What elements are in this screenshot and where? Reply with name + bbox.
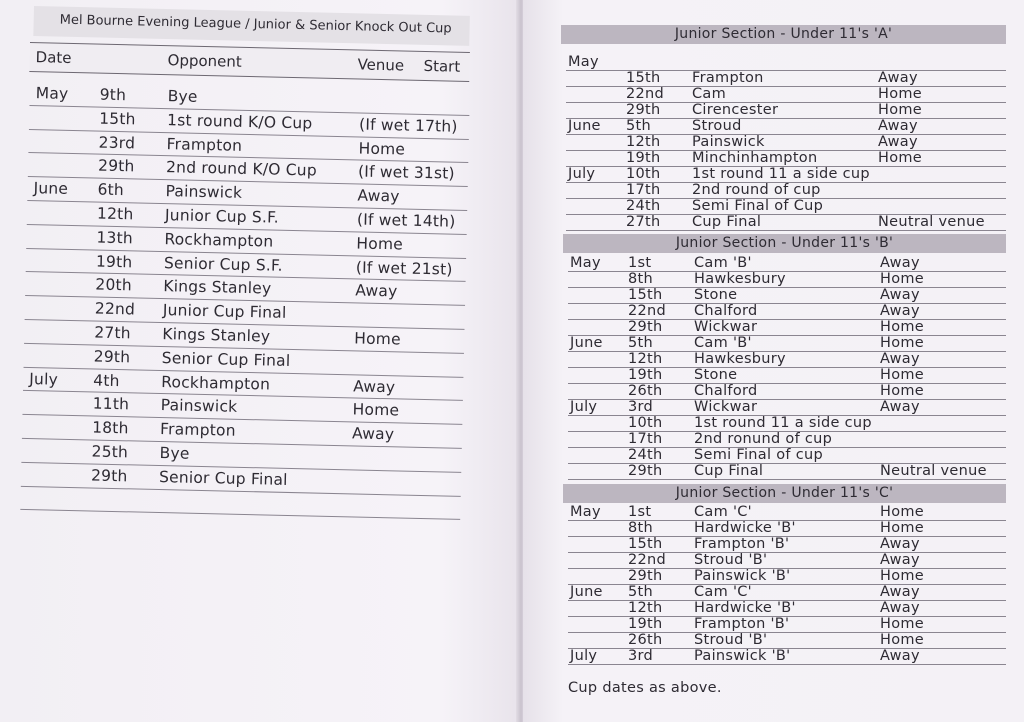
table-row	[568, 272, 1006, 288]
day-cell: 17th	[628, 431, 663, 447]
table-row	[568, 585, 1006, 601]
opponent-cell: Painswick 'B'	[694, 568, 791, 584]
day-cell: 8th	[628, 520, 654, 536]
opponent-cell: Cam 'B'	[694, 255, 752, 271]
venue-cell: Away	[878, 118, 918, 134]
day-cell: 22nd	[94, 299, 136, 319]
day-cell: 19th	[626, 150, 661, 166]
day-cell: 22nd	[626, 86, 665, 102]
opponent-cell: Frampton 'B'	[694, 616, 790, 632]
day-cell: 24th	[628, 447, 663, 463]
month-cell: June	[570, 584, 603, 600]
table-row	[568, 521, 1006, 537]
table-row	[566, 119, 1006, 135]
table-row	[568, 320, 1006, 336]
table-row	[568, 448, 1006, 464]
table-row	[568, 649, 1006, 665]
senior-fixture-list	[20, 82, 470, 520]
venue-cell: Away	[880, 600, 920, 616]
venue-cell: Away	[880, 287, 920, 303]
day-cell: 29th	[97, 156, 135, 176]
venue-cell: Away	[880, 648, 920, 664]
day-cell: 24th	[626, 198, 661, 214]
table-row	[566, 215, 1006, 231]
venue-cell: Away	[355, 281, 398, 301]
month-cell: July	[568, 166, 596, 182]
opponent-cell: Painswick	[692, 134, 765, 150]
day-cell: 27th	[626, 214, 661, 230]
table-row	[568, 400, 1006, 416]
day-cell: 29th	[90, 466, 128, 486]
opponent-cell: Stone	[694, 287, 738, 303]
table-row	[566, 151, 1006, 167]
header-date: Date	[35, 48, 72, 67]
venue-cell: Home	[880, 271, 925, 287]
month-cell: July	[29, 369, 59, 389]
opponent-cell: Wickwar	[694, 399, 758, 415]
day-cell: 25th	[91, 442, 129, 462]
venue-cell: Home	[880, 367, 925, 383]
day-cell: 29th	[628, 463, 663, 479]
opponent-cell: Senior Cup Final	[158, 467, 288, 489]
day-cell: 1st	[628, 255, 652, 271]
venue-cell: Neutral venue	[878, 214, 985, 230]
opponent-cell: Painswick 'B'	[694, 648, 791, 664]
table-row	[566, 71, 1006, 87]
opponent-cell: Minchinhampton	[692, 150, 818, 166]
day-cell: 23rd	[98, 133, 136, 152]
day-cell: 15th	[628, 536, 663, 552]
footer-note: Cup dates as above.	[568, 680, 722, 696]
league-title: Mel Bourne Evening League / Junior & Senior Knock Out Cup	[33, 6, 470, 46]
opponent-cell: 1st round 11 a side cup	[692, 166, 870, 182]
venue-cell: (If wet 21st)	[355, 258, 453, 279]
day-cell: 4th	[93, 371, 120, 390]
day-cell: 22nd	[628, 552, 667, 568]
venue-cell: Away	[880, 584, 920, 600]
month-cell: May	[35, 84, 69, 103]
opponent-cell: Stroud	[692, 118, 742, 134]
opponent-cell: Stroud 'B'	[694, 552, 768, 568]
venue-cell: (If wet 31st)	[357, 162, 455, 184]
day-cell: 26th	[628, 383, 663, 399]
opponent-cell: Frampton	[692, 70, 764, 86]
day-cell: 15th	[628, 287, 663, 303]
venue-cell: Away	[880, 399, 920, 415]
table-row	[568, 601, 1006, 617]
month-cell: June	[570, 335, 603, 351]
day-cell: 12th	[96, 204, 134, 224]
table-row	[568, 384, 1006, 400]
header-opponent: Opponent	[167, 51, 242, 71]
opponent-cell: Cam 'B'	[694, 335, 752, 351]
venue-cell: Away	[878, 134, 918, 150]
day-cell: 12th	[628, 351, 663, 367]
opponent-cell: Chalford	[694, 383, 758, 399]
day-cell: 5th	[626, 118, 652, 134]
venue-cell: Home	[352, 400, 400, 420]
venue-cell: (If wet 14th)	[356, 210, 456, 231]
opponent-cell: Painswick	[160, 396, 238, 417]
table-row	[568, 617, 1006, 633]
day-cell: 19th	[628, 367, 663, 383]
fixture-list-under-11-c	[568, 505, 1006, 665]
opponent-cell: Cam	[692, 86, 727, 102]
opponent-cell: Stone	[694, 367, 738, 383]
table-row	[566, 183, 1006, 199]
venue-cell: (If wet 17th)	[358, 115, 458, 136]
opponent-cell: Kings Stanley	[163, 277, 272, 298]
venue-cell: Home	[878, 150, 923, 166]
day-cell: 10th	[626, 166, 661, 182]
day-cell: 15th	[626, 70, 661, 86]
venue-cell: Away	[880, 536, 920, 552]
opponent-cell: Hawkesbury	[694, 351, 786, 367]
day-cell: 18th	[91, 418, 129, 438]
opponent-cell: Frampton	[159, 420, 236, 440]
opponent-cell: Rockhampton	[164, 229, 274, 251]
month-cell: June	[568, 118, 601, 134]
venue-cell: Away	[357, 186, 400, 206]
day-cell: 19th	[95, 252, 133, 271]
opponent-cell: Semi Final of Cup	[692, 198, 824, 214]
day-cell: 3rd	[628, 399, 654, 415]
opponent-cell: Cam 'C'	[694, 584, 752, 600]
table-row	[568, 553, 1006, 569]
venue-cell: Home	[878, 86, 923, 102]
day-cell: 5th	[628, 584, 654, 600]
month-cell: May	[568, 54, 599, 70]
day-cell: 12th	[628, 600, 663, 616]
venue-cell: Away	[351, 424, 395, 444]
opponent-cell: Senior Cup Final	[161, 348, 291, 370]
table-row	[568, 505, 1006, 521]
venue-cell: Away	[880, 351, 920, 367]
opponent-cell: Hardwicke 'B'	[694, 520, 796, 536]
venue-cell: Home	[880, 504, 925, 520]
opponent-cell: Hardwicke 'B'	[694, 600, 796, 616]
day-cell: 11th	[92, 394, 130, 414]
table-row	[568, 416, 1006, 432]
section-heading-a: Junior Section - Under 11's 'A'	[561, 25, 1006, 44]
day-cell: 1st	[628, 504, 652, 520]
opponent-cell: 2nd round K/O Cup	[165, 158, 318, 180]
opponent-cell: Wickwar	[694, 319, 758, 335]
day-cell: 6th	[97, 180, 125, 200]
table-row	[568, 352, 1006, 368]
opponent-cell: Cup Final	[694, 463, 764, 479]
section-heading-c: Junior Section - Under 11's 'C'	[563, 484, 1006, 503]
day-cell: 12th	[626, 134, 661, 150]
day-cell: 3rd	[628, 648, 654, 664]
venue-cell: Home	[880, 383, 925, 399]
table-row	[568, 537, 1006, 553]
opponent-cell: 1st round K/O Cup	[166, 110, 313, 133]
venue-cell: Home	[880, 319, 925, 335]
venue-cell: Away	[880, 255, 920, 271]
month-cell: May	[570, 504, 601, 520]
day-cell: 29th	[628, 319, 663, 335]
venue-cell: Away	[880, 552, 920, 568]
opponent-cell: Junior Cup S.F.	[164, 206, 280, 227]
day-cell: 20th	[95, 275, 133, 295]
opponent-cell: Bye	[167, 87, 198, 106]
opponent-cell: Hawkesbury	[694, 271, 786, 287]
day-cell: 17th	[626, 182, 661, 198]
table-row	[568, 464, 1006, 480]
opponent-cell: 1st round 11 a side cup	[694, 415, 872, 431]
month-cell: July	[570, 399, 598, 415]
day-cell: 9th	[99, 85, 127, 105]
venue-cell: Home	[880, 568, 925, 584]
fixture-list-under-11-b	[568, 256, 1006, 480]
fixture-list-under-11-a	[566, 55, 1006, 231]
month-cell: June	[33, 179, 69, 199]
day-cell: 15th	[98, 109, 136, 129]
venue-cell: Away	[878, 70, 918, 86]
day-cell: 29th	[628, 568, 663, 584]
table-row	[568, 569, 1006, 585]
table-row	[566, 199, 1006, 215]
opponent-cell: Cirencester	[692, 102, 779, 118]
table-row	[568, 633, 1006, 649]
venue-cell: Home	[878, 102, 923, 118]
opponent-cell: Cam 'C'	[694, 504, 752, 520]
venue-cell: Home	[880, 632, 925, 648]
opponent-cell: Semi Final of cup	[694, 447, 823, 463]
day-cell: 22nd	[628, 303, 667, 319]
venue-cell: Home	[880, 335, 925, 351]
table-row	[566, 55, 1006, 71]
opponent-cell: Senior Cup S.F.	[163, 253, 283, 275]
opponent-cell: 2nd round of cup	[692, 182, 821, 198]
month-cell: May	[570, 255, 601, 271]
section-heading-b: Junior Section - Under 11's 'B'	[563, 234, 1006, 253]
day-cell: 19th	[628, 616, 663, 632]
header-start: Start	[423, 56, 461, 76]
day-cell: 13th	[96, 228, 134, 248]
day-cell: 10th	[628, 415, 663, 431]
table-row	[568, 288, 1006, 304]
venue-cell: Home	[356, 234, 404, 254]
opponent-cell: Stroud 'B'	[694, 632, 768, 648]
opponent-cell: Kings Stanley	[162, 325, 271, 346]
fixture-table-header	[29, 42, 470, 82]
day-cell: 27th	[94, 323, 131, 343]
opponent-cell: Painswick	[165, 182, 243, 203]
table-row	[566, 103, 1006, 119]
venue-cell: Home	[358, 139, 406, 159]
opponent-cell: Chalford	[694, 303, 758, 319]
table-row	[566, 135, 1006, 151]
day-cell: 5th	[628, 335, 654, 351]
day-cell: 29th	[626, 102, 661, 118]
table-row	[568, 432, 1006, 448]
opponent-cell: Rockhampton	[161, 372, 271, 394]
table-row	[568, 336, 1006, 352]
month-cell: July	[570, 648, 598, 664]
venue-cell: Away	[880, 303, 920, 319]
table-row	[568, 368, 1006, 384]
day-cell: 29th	[93, 347, 131, 367]
venue-cell: Home	[880, 520, 925, 536]
opponent-cell: Frampton 'B'	[694, 536, 790, 552]
opponent-cell: Cup Final	[692, 214, 762, 230]
table-row	[566, 167, 1006, 183]
venue-cell: Neutral venue	[880, 463, 987, 479]
venue-cell: Away	[352, 376, 396, 396]
day-cell: 8th	[628, 271, 654, 287]
venue-cell: Home	[880, 616, 925, 632]
header-venue: Venue	[357, 55, 405, 75]
opponent-cell: 2nd ronund of cup	[694, 431, 833, 447]
opponent-cell: Junior Cup Final	[162, 301, 287, 323]
opponent-cell: Frampton	[166, 134, 243, 155]
table-row	[568, 256, 1006, 272]
table-row	[566, 87, 1006, 103]
table-row	[568, 304, 1006, 320]
opponent-cell: Bye	[159, 443, 190, 463]
day-cell: 26th	[628, 632, 663, 648]
venue-cell: Home	[354, 329, 402, 349]
